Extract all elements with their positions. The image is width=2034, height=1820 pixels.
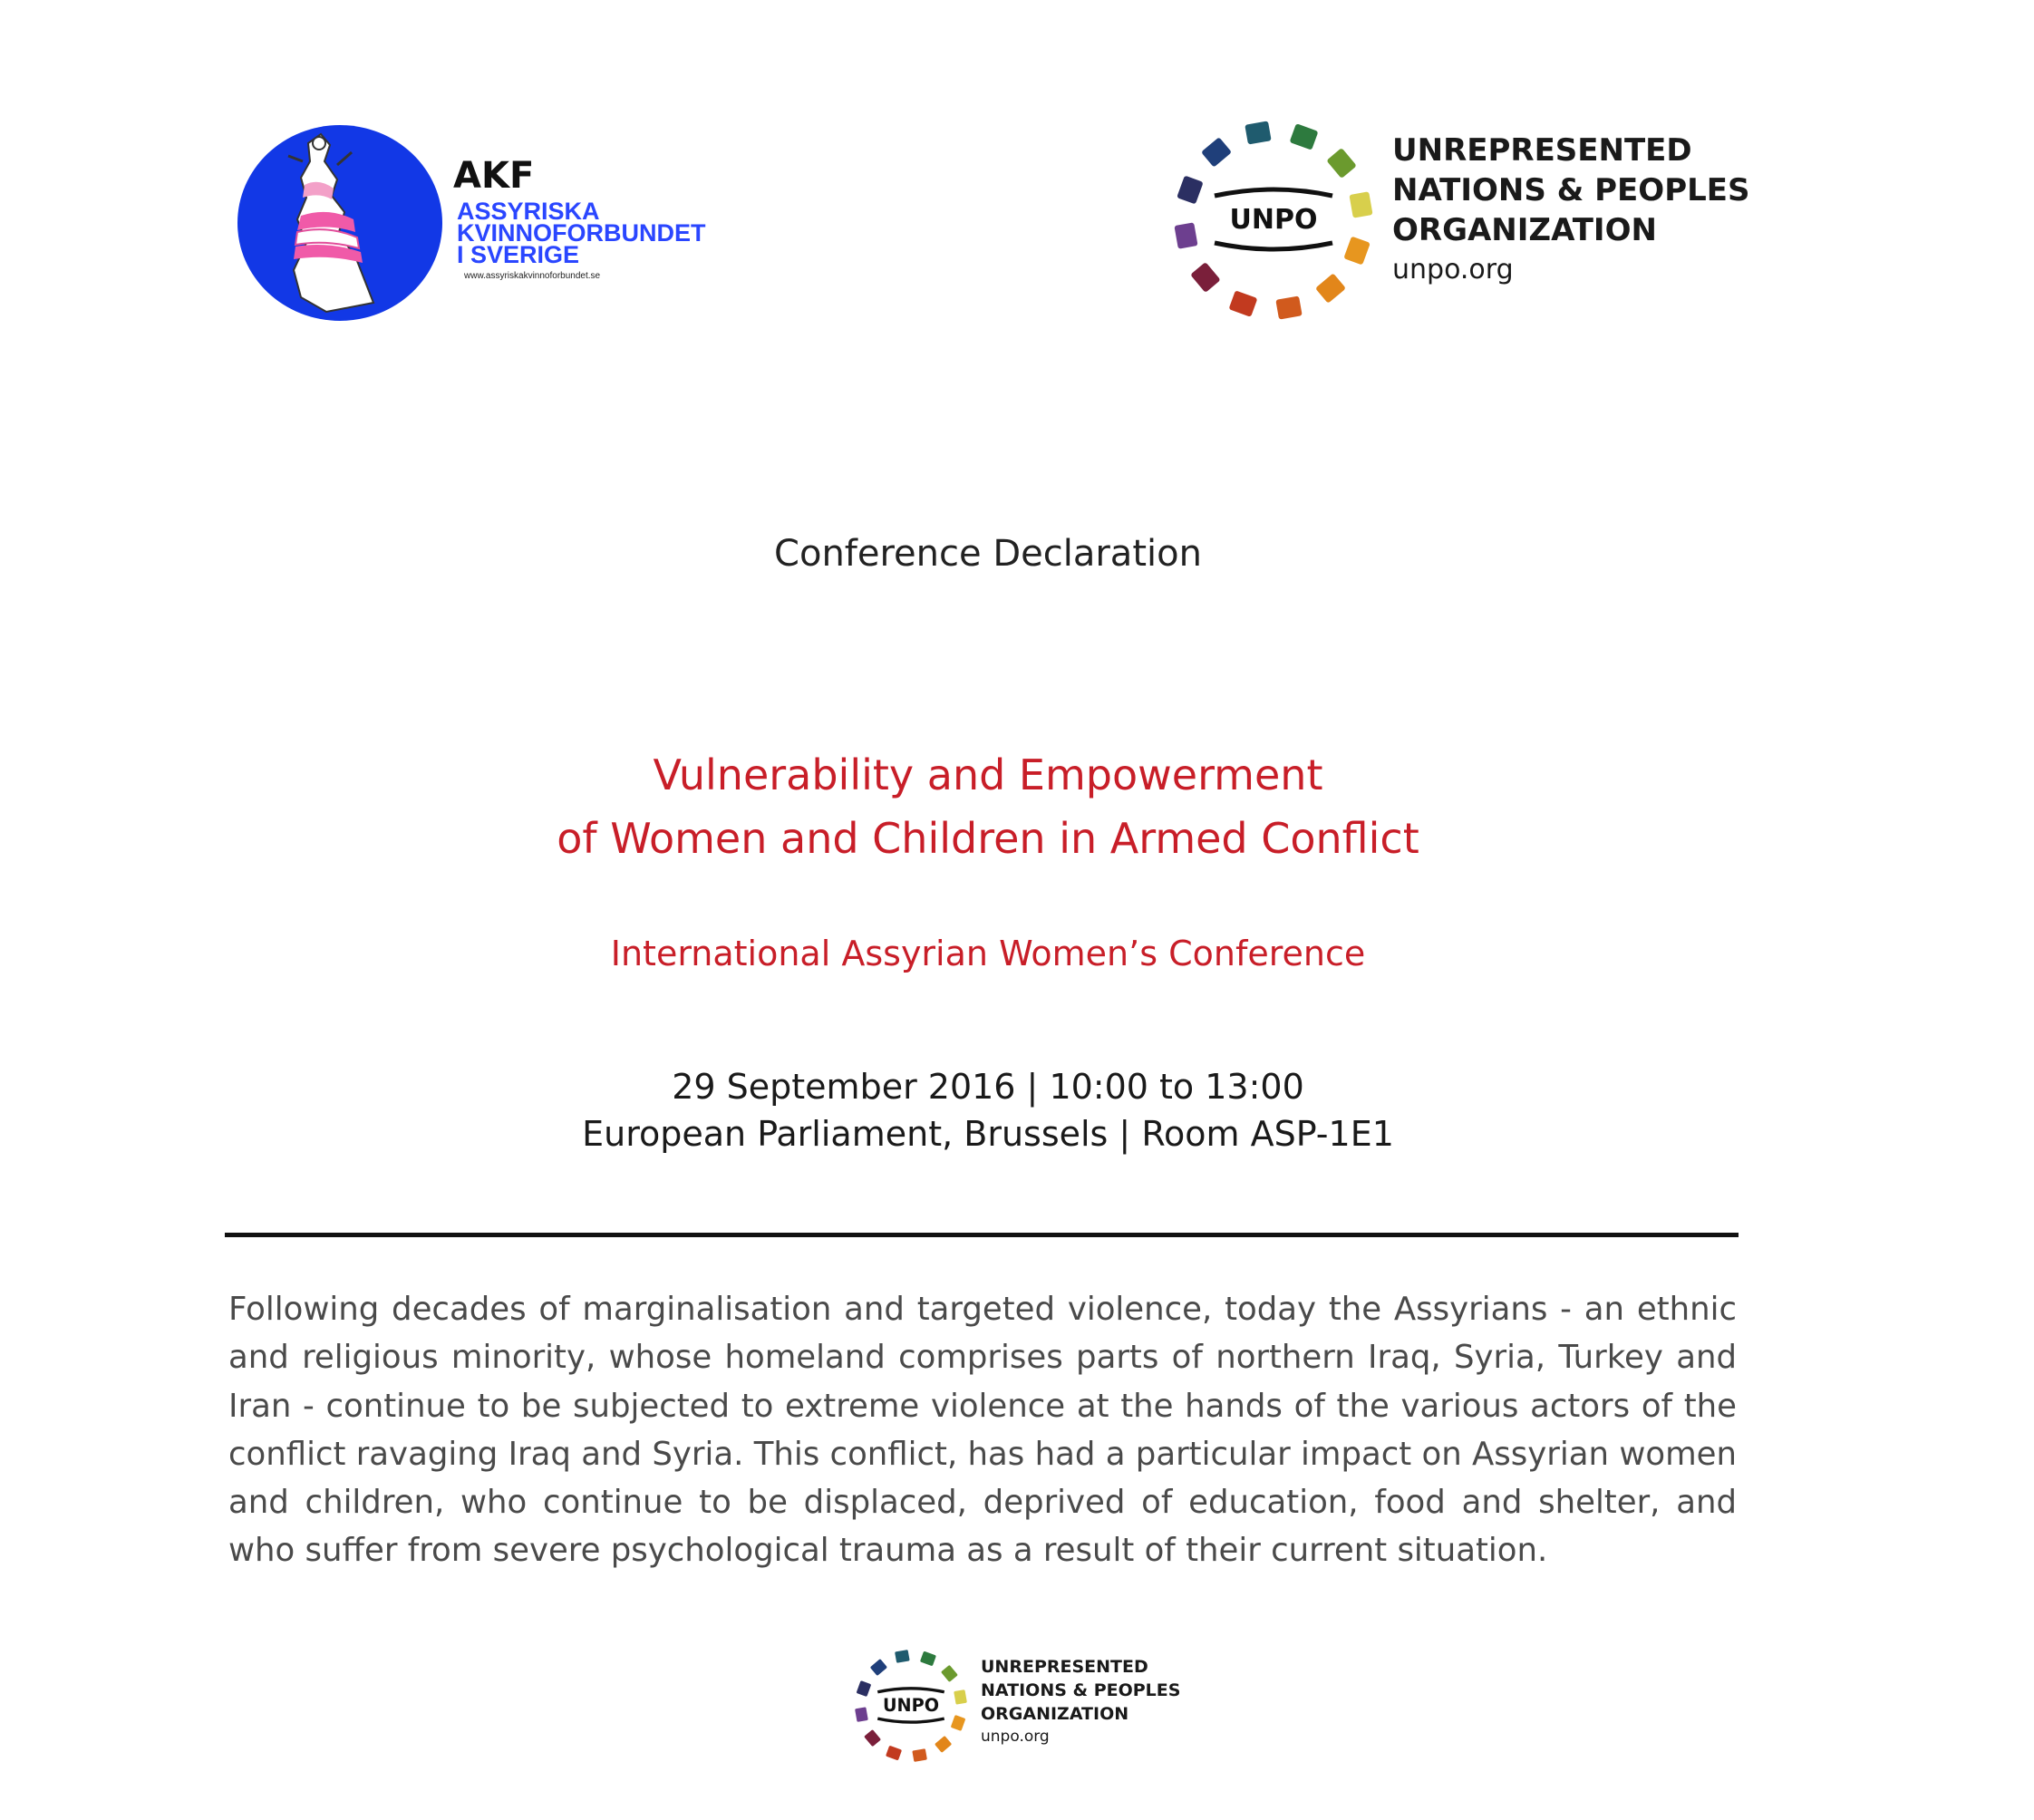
unpo-ring-segment bbox=[870, 1659, 887, 1676]
unpo-ring-segment bbox=[951, 1715, 966, 1731]
akf-website: www.assyriskakvinnoforbundet.se bbox=[464, 271, 601, 281]
unpo-footer-line-2: NATIONS & PEOPLES bbox=[981, 1680, 1181, 1700]
unpo-footer-line-1: UNREPRESENTED bbox=[981, 1657, 1148, 1677]
unpo-ring-segment bbox=[857, 1680, 872, 1697]
unpo-ring-segment bbox=[886, 1746, 902, 1761]
unpo-ring-segment bbox=[1349, 191, 1372, 218]
unpo-name-line-1: UNREPRESENTED bbox=[1392, 132, 1692, 169]
unpo-ring-segment bbox=[895, 1650, 910, 1663]
unpo-ring-segment bbox=[1343, 237, 1371, 266]
date-time-line: 29 September 2016 | 10:00 to 13:00 bbox=[672, 1067, 1304, 1107]
unpo-ring-segment bbox=[1290, 123, 1319, 150]
unpo-logo-footer bbox=[852, 1647, 1233, 1765]
unpo-footer-emblem-text: UNPO bbox=[882, 1695, 940, 1717]
document-label: Conference Declaration bbox=[774, 533, 1202, 575]
divider-rule bbox=[225, 1233, 1739, 1237]
unpo-ring-segment bbox=[1201, 137, 1232, 168]
unpo-footer-line-3: ORGANIZATION bbox=[981, 1704, 1129, 1724]
unpo-ring-segment bbox=[1229, 290, 1258, 317]
unpo-ring-segment bbox=[1190, 262, 1221, 293]
akf-name-line-2: KVINNOFORBUNDET bbox=[457, 219, 706, 247]
unpo-ring-segment bbox=[1315, 273, 1346, 304]
unpo-ring-small-icon bbox=[852, 1647, 970, 1765]
unpo-emblem-text: UNPO bbox=[1229, 204, 1318, 236]
unpo-ring-segment bbox=[954, 1689, 967, 1705]
unpo-ring-segment bbox=[1326, 148, 1357, 179]
unpo-footer-url: unpo.org bbox=[981, 1728, 1050, 1746]
unpo-ring-segment bbox=[1275, 295, 1302, 319]
unpo-ring-segment bbox=[1174, 222, 1197, 248]
unpo-logo-header bbox=[1169, 116, 1768, 324]
unpo-ring-segment bbox=[1177, 176, 1204, 205]
unpo-ring-segment bbox=[920, 1651, 936, 1667]
unpo-url: unpo.org bbox=[1392, 254, 1514, 286]
unpo-ring-segment bbox=[855, 1707, 868, 1722]
unpo-ring-segment bbox=[941, 1665, 958, 1682]
title-line-1: Vulnerability and Empowerment bbox=[653, 750, 1323, 799]
title-line-2: of Women and Children in Armed Conflict bbox=[557, 814, 1419, 863]
unpo-ring-icon bbox=[1169, 116, 1378, 324]
akf-logo bbox=[232, 121, 776, 329]
venue-line: European Parliament, Brussels | Room ASP-1E1 bbox=[582, 1114, 1394, 1154]
unpo-name-line-2: NATIONS & PEOPLES bbox=[1392, 172, 1750, 208]
unpo-name-line-3: ORGANIZATION bbox=[1392, 212, 1657, 248]
unpo-ring-segment bbox=[935, 1736, 952, 1753]
akf-emblem-icon bbox=[237, 125, 442, 321]
intro-paragraph: Following decades of marginalisation and targeted violence, today the Assyrians - an ethnic and religious minority, whose homeland comprises parts of northern Iraq, Syria, Turkey and Iran - continue to be subjected to extreme violence at the hands of the various actors of the conflict ravaging Iraq and Syria. This conflict, has had a particular impact on Assyrian women and children, who continue to be displaced, deprived of education, food and shelter, and who suffer from severe psychological trauma as a result of their current situation. bbox=[228, 1291, 1737, 1570]
unpo-ring-segment bbox=[1245, 121, 1271, 144]
akf-name-line-3: I SVERIGE bbox=[457, 241, 580, 268]
akf-name-line-1: ASSYRISKA bbox=[457, 198, 600, 225]
unpo-ring-segment bbox=[864, 1729, 881, 1747]
akf-abbreviation: AKF bbox=[453, 155, 535, 197]
unpo-ring-segment bbox=[912, 1748, 927, 1762]
conference-subtitle: International Assyrian Women’s Conference bbox=[610, 934, 1366, 973]
